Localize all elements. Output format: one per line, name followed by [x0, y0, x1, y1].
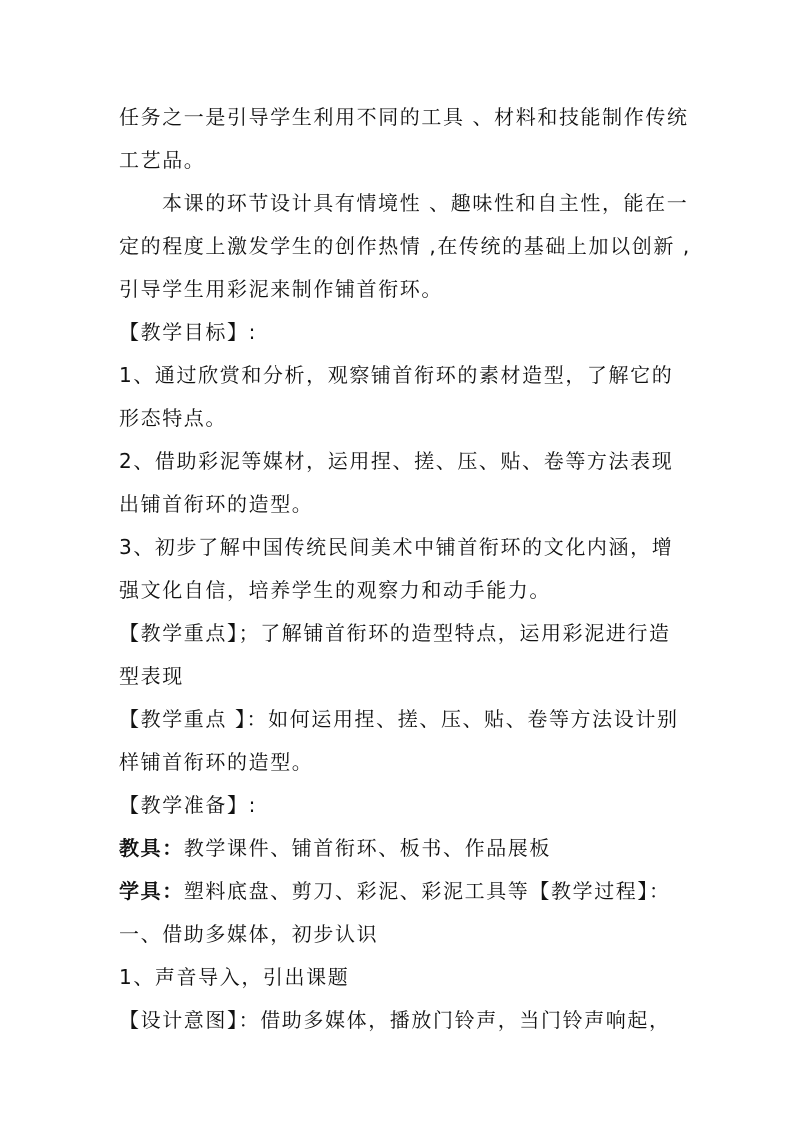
paragraph-line: 本课的环节设计具有情境性 、趣味性和自主性，能在一 — [162, 191, 689, 215]
objective-item-3-cont: 强文化自信，培养学生的观察力和动手能力。 — [119, 578, 551, 602]
teaching-aids-text: 教学课件、铺首衔环、板书、作品展板 — [183, 836, 552, 860]
objective-item-2: 2、借助彩泥等媒材，运用捏、搓、压、贴、卷等方法表现 — [119, 449, 674, 473]
key-points-cont: 型表现 — [119, 664, 184, 688]
objective-item-2-cont: 出铺首衔环的造型。 — [119, 492, 314, 516]
design-intent-line: 【设计意图】：借助多媒体，播放门铃声，当门铃声响起， — [119, 1008, 671, 1032]
section-heading-objectives: 【教学目标】: — [119, 320, 257, 344]
student-tools-label: 学具： — [119, 879, 184, 903]
section-heading-key-points: 【教学重点】；了解铺首衔环的造型特点，运用彩泥进行造 — [119, 621, 671, 645]
objective-item-1: 1、通过欣赏和分析，观察铺首衔环的素材造型，了解它的 — [119, 363, 674, 387]
paragraph-line: 引导学生用彩泥来制作铺首衔环。 — [119, 277, 443, 301]
teaching-aids-label: 教具： — [119, 836, 184, 860]
teaching-aids-line — [119, 834, 679, 862]
process-substep: 1、声音导入，引出课题 — [119, 965, 350, 989]
objective-item-1-cont: 形态特点。 — [119, 406, 227, 430]
student-tools-text: 塑料底盘、剪刀、彩泥、彩泥工具等【教学过程】： — [183, 879, 671, 903]
section-heading-preparation: 【教学准备】: — [119, 793, 257, 817]
process-step-heading: 一、借助多媒体，初步认识 — [119, 922, 379, 946]
student-tools-line — [119, 877, 679, 905]
paragraph-line: 工艺品。 — [119, 148, 206, 172]
paragraph-line: 定的程度上激发学生的创作热情 ,在传统的基础上加以创新 , — [119, 234, 691, 258]
section-heading-difficulties: 【教学重点 】：如何运用捏、搓、压、贴、卷等方法设计别 — [119, 707, 679, 731]
difficulties-cont: 样铺首衔环的造型。 — [119, 750, 314, 774]
objective-item-3: 3、初步了解中国传统民间美术中铺首衔环的文化内涵，增 — [119, 535, 674, 559]
paragraph-line: 任务之一是引导学生利用不同的工具 、材料和技能制作传统 — [119, 105, 689, 129]
